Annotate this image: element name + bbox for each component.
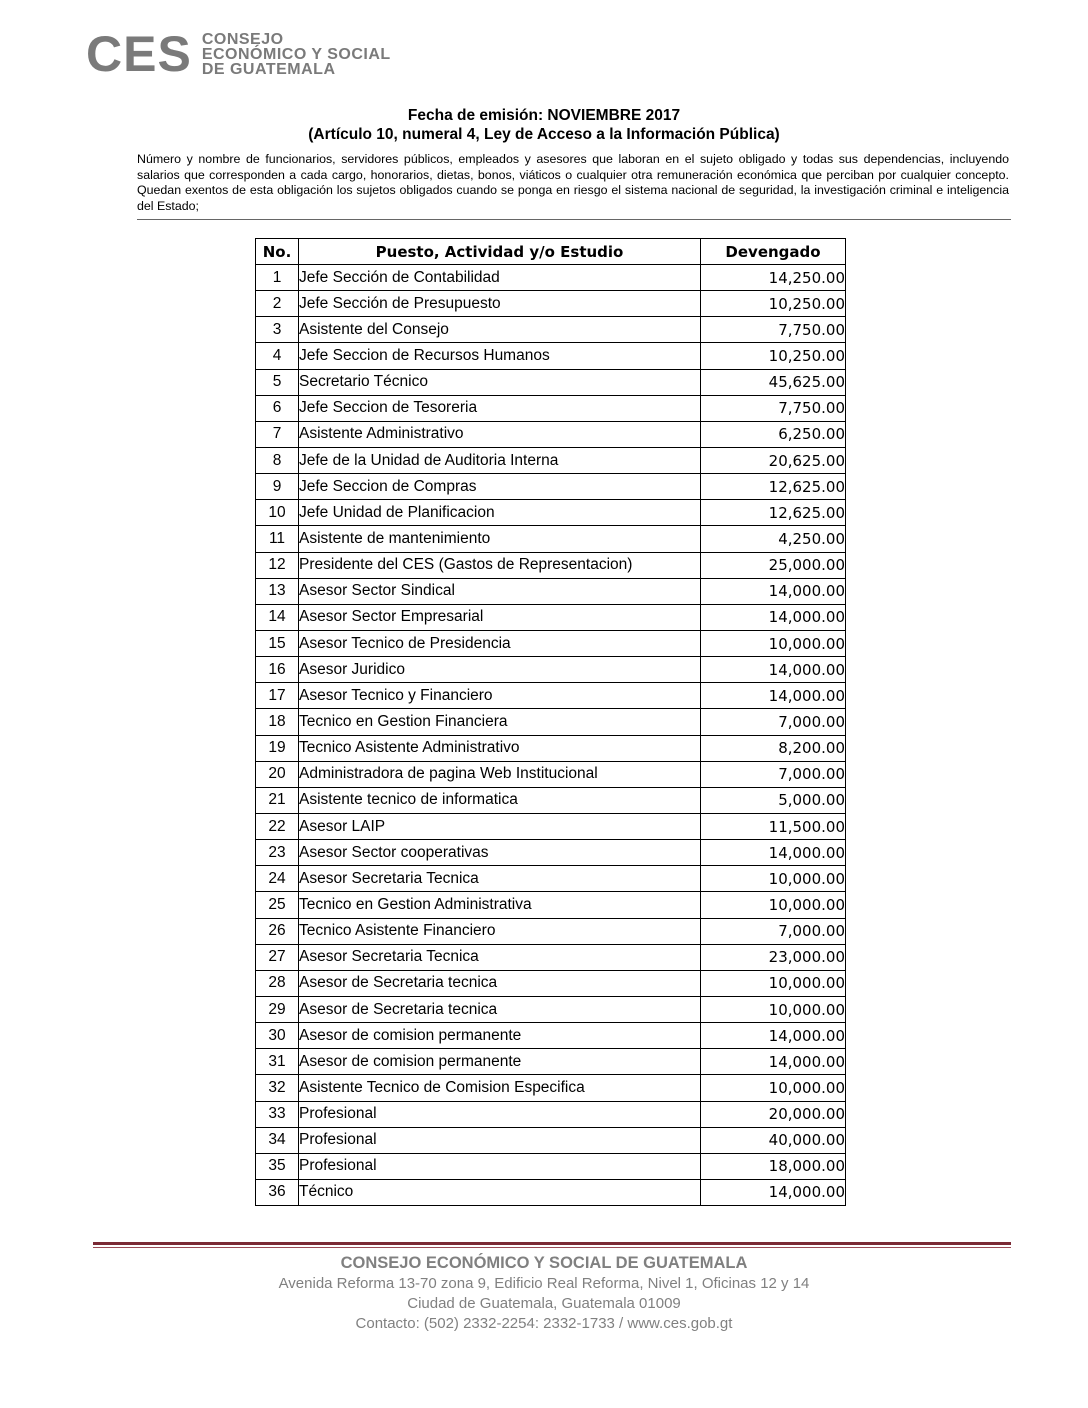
row-number: 1 [256, 265, 299, 291]
table-row [256, 552, 846, 578]
row-position: Presidente del CES (Gastos de Representacion) [299, 552, 701, 578]
table-row [256, 970, 846, 996]
row-position: Jefe Sección de Presupuesto [299, 291, 701, 317]
table-row [256, 526, 846, 552]
row-amount: 23,000.00 [701, 944, 846, 970]
table-row [256, 317, 846, 343]
table-row [256, 1101, 846, 1127]
row-position: Jefe Seccion de Recursos Humanos [299, 343, 701, 369]
row-number: 11 [256, 526, 299, 552]
row-number: 5 [256, 369, 299, 395]
row-number: 22 [256, 813, 299, 839]
table-row [256, 866, 846, 892]
row-number: 23 [256, 840, 299, 866]
ces-logo [86, 26, 391, 82]
row-amount: 14,000.00 [701, 1023, 846, 1049]
table-header-row [256, 239, 846, 265]
row-position: Asesor de comision permanente [299, 1023, 701, 1049]
header-devengado: Devengado [701, 239, 846, 265]
table-row [256, 1049, 846, 1075]
row-amount: 10,000.00 [701, 1075, 846, 1101]
table-row [256, 996, 846, 1022]
row-number: 10 [256, 500, 299, 526]
row-number: 7 [256, 421, 299, 447]
row-amount: 10,250.00 [701, 343, 846, 369]
row-position: Profesional [299, 1127, 701, 1153]
table-row [256, 447, 846, 473]
logo-line-2: ECONÓMICO Y SOCIAL [201, 45, 391, 63]
row-amount: 11,500.00 [701, 813, 846, 839]
row-amount: 14,000.00 [701, 683, 846, 709]
row-position: Jefe Seccion de Compras [299, 474, 701, 500]
row-position: Administradora de pagina Web Institucional [299, 761, 701, 787]
salary-table [255, 238, 846, 1206]
row-number: 9 [256, 474, 299, 500]
table-row [256, 735, 846, 761]
logo-mark: CES [86, 26, 192, 82]
row-position: Jefe Unidad de Planificacion [299, 500, 701, 526]
table-row [256, 840, 846, 866]
row-position: Asesor Secretaria Tecnica [299, 944, 701, 970]
row-number: 12 [256, 552, 299, 578]
row-number: 32 [256, 1075, 299, 1101]
row-position: Tecnico Asistente Administrativo [299, 735, 701, 761]
row-amount: 12,625.00 [701, 474, 846, 500]
table-row [256, 918, 846, 944]
row-amount: 14,000.00 [701, 1049, 846, 1075]
row-position: Asistente Administrativo [299, 421, 701, 447]
row-amount: 7,000.00 [701, 761, 846, 787]
table-row [256, 395, 846, 421]
table-row [256, 265, 846, 291]
row-position: Asesor Secretaria Tecnica [299, 866, 701, 892]
row-position: Asesor de comision permanente [299, 1049, 701, 1075]
logo-line-1: CONSEJO [201, 30, 284, 48]
row-amount: 20,000.00 [701, 1101, 846, 1127]
row-number: 4 [256, 343, 299, 369]
row-number: 3 [256, 317, 299, 343]
document-heading [0, 106, 1088, 144]
row-number: 34 [256, 1127, 299, 1153]
footer-org: CONSEJO ECONÓMICO Y SOCIAL DE GUATEMALA [340, 1254, 748, 1272]
row-position: Secretario Técnico [299, 369, 701, 395]
table-row [256, 1127, 846, 1153]
footer-city: Ciudad de Guatemala, Guatemala 01009 [407, 1295, 681, 1312]
row-position: Asesor de Secretaria tecnica [299, 970, 701, 996]
row-amount: 25,000.00 [701, 552, 846, 578]
row-position: Asistente Tecnico de Comision Especifica [299, 1075, 701, 1101]
row-number: 30 [256, 1023, 299, 1049]
row-amount: 5,000.00 [701, 787, 846, 813]
table-row [256, 343, 846, 369]
row-amount: 7,750.00 [701, 395, 846, 421]
row-amount: 10,000.00 [701, 970, 846, 996]
row-position: Asesor Sector Empresarial [299, 604, 701, 630]
row-amount: 10,250.00 [701, 291, 846, 317]
table-row [256, 1075, 846, 1101]
row-number: 6 [256, 395, 299, 421]
row-amount: 10,000.00 [701, 630, 846, 656]
row-number: 8 [256, 447, 299, 473]
row-amount: 14,000.00 [701, 1179, 846, 1205]
table-row [256, 787, 846, 813]
row-position: Técnico [299, 1179, 701, 1205]
footer [0, 1252, 1088, 1334]
row-amount: 18,000.00 [701, 1153, 846, 1179]
row-number: 16 [256, 657, 299, 683]
logo-line-3: DE GUATEMALA [201, 60, 336, 78]
row-number: 26 [256, 918, 299, 944]
row-position: Jefe Seccion de Tesoreria [299, 395, 701, 421]
row-position: Jefe Sección de Contabilidad [299, 265, 701, 291]
row-number: 19 [256, 735, 299, 761]
table-row [256, 604, 846, 630]
table-row [256, 1023, 846, 1049]
row-number: 27 [256, 944, 299, 970]
divider [137, 219, 1011, 220]
row-amount: 14,000.00 [701, 657, 846, 683]
row-number: 18 [256, 709, 299, 735]
table-row [256, 1153, 846, 1179]
row-number: 33 [256, 1101, 299, 1127]
table-row [256, 369, 846, 395]
table-row [256, 291, 846, 317]
row-position: Asesor Tecnico de Presidencia [299, 630, 701, 656]
row-position: Asesor Juridico [299, 657, 701, 683]
header-puesto: Puesto, Actividad y/o Estudio [299, 239, 701, 265]
footer-rule [93, 1242, 1011, 1245]
table-row [256, 630, 846, 656]
row-position: Asesor LAIP [299, 813, 701, 839]
row-amount: 8,200.00 [701, 735, 846, 761]
footer-address: Avenida Reforma 13-70 zona 9, Edificio Real Reforma, Nivel 1, Oficinas 12 y 14 [278, 1275, 810, 1292]
table-row [256, 1179, 846, 1205]
table-body [256, 265, 846, 1206]
logo-text [202, 32, 391, 77]
table-row [256, 578, 846, 604]
table-row [256, 892, 846, 918]
row-number: 15 [256, 630, 299, 656]
row-amount: 14,000.00 [701, 578, 846, 604]
row-number: 28 [256, 970, 299, 996]
row-position: Profesional [299, 1153, 701, 1179]
row-amount: 10,000.00 [701, 996, 846, 1022]
row-number: 24 [256, 866, 299, 892]
row-number: 36 [256, 1179, 299, 1205]
row-position: Tecnico Asistente Financiero [299, 918, 701, 944]
row-amount: 4,250.00 [701, 526, 846, 552]
row-amount: 6,250.00 [701, 421, 846, 447]
row-amount: 14,000.00 [701, 840, 846, 866]
row-position: Asesor de Secretaria tecnica [299, 996, 701, 1022]
row-number: 20 [256, 761, 299, 787]
row-position: Asistente de mantenimiento [299, 526, 701, 552]
row-position: Asesor Sector Sindical [299, 578, 701, 604]
row-amount: 7,000.00 [701, 918, 846, 944]
row-number: 35 [256, 1153, 299, 1179]
row-position: Tecnico en Gestion Administrativa [299, 892, 701, 918]
row-position: Asesor Sector cooperativas [299, 840, 701, 866]
row-amount: 10,000.00 [701, 892, 846, 918]
table-row [256, 813, 846, 839]
row-amount: 20,625.00 [701, 447, 846, 473]
row-number: 21 [256, 787, 299, 813]
row-position: Jefe de la Unidad de Auditoria Interna [299, 447, 701, 473]
row-position: Tecnico en Gestion Financiera [299, 709, 701, 735]
table-row [256, 474, 846, 500]
table-row [256, 761, 846, 787]
row-position: Asistente del Consejo [299, 317, 701, 343]
row-amount: 10,000.00 [701, 866, 846, 892]
row-amount: 40,000.00 [701, 1127, 846, 1153]
row-number: 25 [256, 892, 299, 918]
row-amount: 45,625.00 [701, 369, 846, 395]
table-row [256, 421, 846, 447]
description-paragraph: Número y nombre de funcionarios, servidores públicos, empleados y asesores que laboran en el sujeto obligado y todas sus dependencias, incluyendo salarios que corresponden a cada cargo, honorarios, dietas, bonos, viáticos o cualquier otra remuneración económica que perciban por cualquier concepto. Quedan exentos de esta obligación los sujetos obligados cuando se ponga en riesgo el sistema nacional de seguridad, la investigación criminal e inteligencia del Estado; [137, 152, 1009, 213]
table-row [256, 683, 846, 709]
table-row [256, 500, 846, 526]
row-number: 29 [256, 996, 299, 1022]
table-row [256, 709, 846, 735]
row-position: Asistente tecnico de informatica [299, 787, 701, 813]
row-amount: 12,625.00 [701, 500, 846, 526]
row-amount: 7,750.00 [701, 317, 846, 343]
row-number: 14 [256, 604, 299, 630]
row-number: 31 [256, 1049, 299, 1075]
row-amount: 7,000.00 [701, 709, 846, 735]
footer-contact: Contacto: (502) 2332-2254: 2332-1733 / www.ces.gob.gt [355, 1315, 733, 1332]
table-row [256, 944, 846, 970]
row-position: Asesor Tecnico y Financiero [299, 683, 701, 709]
header-no: No. [256, 239, 299, 265]
row-number: 2 [256, 291, 299, 317]
footer-rule-thin [93, 1247, 1011, 1248]
row-position: Profesional [299, 1101, 701, 1127]
row-number: 17 [256, 683, 299, 709]
row-amount: 14,250.00 [701, 265, 846, 291]
row-amount: 14,000.00 [701, 604, 846, 630]
emission-date: Fecha de emisión: NOVIEMBRE 2017 [407, 107, 681, 124]
table-row [256, 657, 846, 683]
row-number: 13 [256, 578, 299, 604]
legal-reference: (Artículo 10, numeral 4, Ley de Acceso a la Información Pública) [308, 126, 780, 143]
